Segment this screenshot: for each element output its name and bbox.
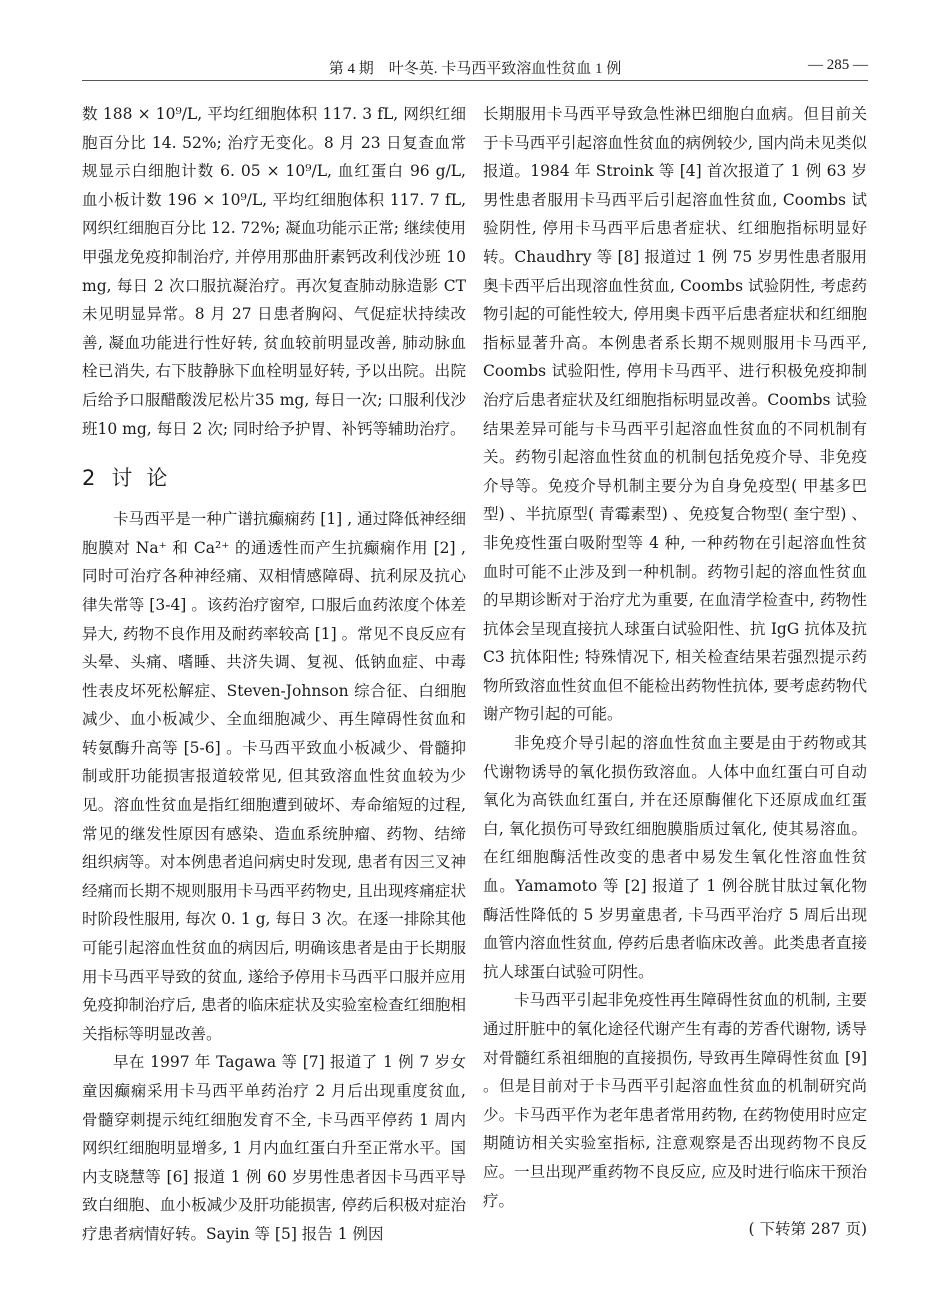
right-column — [483, 100, 867, 1244]
case-report-continued: 数 188 × 10⁹/L, 平均红细胞体积 117. 3 fL, 网织红细胞百分比 14. 52%; 治疗无变化。8 月 23 日复查血常规显示白细胞计数 6. 05 × 10⁹/L, 血红蛋白 96 g/L, 血小板计数 196 × 10⁹/L, 平均红细胞体积 117. 7 fL, 网织红细胞百分比 12. 72%; 凝血功能示正常; 继续使用甲强龙免疫抑制治疗, 并停用那曲肝素钙改利伐沙班 10 mg, 每日 2 次口服抗凝治疗。再次复查肺动脉造影 CT 未见明显异常。8 月 27 日患者胸闷、气促症状持续改善, 凝血功能进行性好转, 贫血较前明显改善, 肺动脉血栓已消失, 右下肢静脉下血栓明显好转, 予以出院。出院后给予口服醋酸泼尼松片35 mg, 每日一次; 口服利伐沙班10 mg, 每日 2 次; 同时给予护胃、补钙等辅助治疗。 — [82, 105, 466, 438]
page-number: — 285 — — [808, 57, 868, 73]
discussion-paragraph-4: 非免疫介导引起的溶血性贫血主要是由于药物或其代谢物诱导的氧化损伤致溶血。人体中血红蛋白可自动氧化为高铁血红蛋白, 并在还原酶催化下还原成血红蛋白, 氧化损伤可导致红细胞膜脂质过氧化, 使其易溶血。在红细胞酶活性改变的患者中易发生氧化性溶血性贫血。Yamamoto 等 [2] 报道了 1 例谷胱甘肽过氧化物酶活性降低的 5 岁男童患者, 卡马西平治疗 5 周后出现血管内溶血性贫血, 停药后患者临床改善。此类患者直接抗人球蛋白试验可阴性。 — [483, 734, 867, 981]
discussion-paragraph-2: 早在 1997 年 Tagawa 等 [7] 报道了 1 例 7 岁女童因癫痫采用卡马西平单药治疗 2 月后出现重度贫血, 骨髓穿刺提示纯红细胞发育不全, 卡马西平停药 1 周内网织红细胞明显增多, 1 月内血红蛋白升至正常水平。国内支晓慧等 [6] 报道 1 例 60 岁男性患者因卡马西平导致白细胞、血小板减少及肝功能损害, 停药后积极对症治疗患者病情好转。Sayin 等 [5] 报告 1 例因 — [82, 1053, 466, 1243]
continued-on-page-note: ( 下转第 287 页) — [748, 1220, 867, 1239]
discussion-paragraph-3: 长期服用卡马西平导致急性淋巴细胞白血病。但目前关于卡马西平引起溶血性贫血的病例较少, 国内尚未见类似报道。1984 年 Stroink 等 [4] 首次报道了 1 例 63 岁男性患者服用卡马西平后引起溶血性贫血, Coombs 试验阴性, 停用卡马西平后患者症状、红细胞指标明显好转。Chaudhry 等 [8] 报道过 1 例 75 岁男性患者服用奥卡西平后出现溶血性贫血, Coombs 试验阴性, 考虑药物引起的可能性较大, 停用奥卡西平后患者症状和红细胞指标显著升高。本例患者系长期不规则服用卡马西平, Coombs 试验阳性, 停用卡马西平、进行积极免疫抑制治疗后患者症状及红细胞指标明显改善。Coombs 试验结果差异可能与卡马西平引起溶血性贫血的不同机制有关。药物引起溶血性贫血的机制包括免疫介导、非免疫介导等。免疫介导机制主要分为自身免疫型( 甲基多巴型) 、半抗原型( 青霉素型) 、免疫复合物型( 奎宁型) 、非免疫性蛋白吸附型等 4 种, 一种药物在引起溶血性贫血时可能不止涉及到一种机制。药物引起的溶血性贫血的早期诊断对于治疗尤为重要, 在血清学检查中, 药物性抗体会呈现直接抗人球蛋白试验阳性、抗 IgG 抗体及抗 C3 抗体阳性; 特殊情况下, 相关检查结果若强烈提示药物所致溶血性贫血但不能检出药物性抗体, 要考虑药物代谢产物引起的可能。 — [483, 105, 867, 724]
section-number: 2 — [82, 466, 98, 491]
running-header — [82, 54, 868, 81]
left-column — [82, 100, 466, 1249]
section-heading — [82, 463, 466, 493]
section-title: 讨论 — [111, 466, 182, 491]
discussion-paragraph-5: 卡马西平引起非免疫性再生障碍性贫血的机制, 主要通过肝脏中的氧化途径代谢产生有毒的芳香代谢物, 诱导对骨髓红系祖细胞的直接损伤, 导致再生障碍性贫血 [9] 。但是目前对于卡马西平引起溶血性贫血的机制研究尚少。卡马西平作为老年患者常用药物, 在药物使用时应定期随访相关实验室指标, 注意观察是否出现药物不良反应。一旦出现严重药物不良反应, 应及时进行临床干预治疗。 — [483, 991, 867, 1210]
journal-issue-title: 第 4 期 叶冬英. 卡马西平致溶血性贫血 1 例 — [328, 61, 622, 77]
discussion-paragraph-1: 卡马西平是一种广谱抗癫痫药 [1] , 通过降低神经细胞膜对 Na⁺ 和 Ca²⁺ 的通透性而产生抗癫痫作用 [2] , 同时可治疗各种神经痛、双相情感障碍、抗利尿及抗心律失常等 [3-4] 。该药治疗窗窄, 口服后血药浓度个体差异大, 药物不良作用及耐药率较高 [1] 。常见不良反应有头晕、头痛、嗜睡、共济失调、复视、低钠血症、中毒性表皮坏死松解症、Steven-Johnson 综合征、白细胞减少、血小板减少、全血细胞减少、再生障碍性贫血和转氨酶升高等 [5-6] 。卡马西平致血小板减少、骨髓抑制或肝功能损害报道较常见, 但其致溶血性贫血较为少见。溶血性贫血是指红细胞遭到破坏、寿命缩短的过程, 常见的继发性原因有感染、造血系统肿瘤、药物、结缔组织病等。对本例患者追问病史时发现, 患者有因三叉神经痛而长期不规则服用卡马西平药物史, 且出现疼痛症状时阶段性服用, 每次 0. 1 g, 每日 3 次。在逐一排除其他可能引起溶血性贫血的病因后, 明确该患者是由于长期服用卡马西平导致的贫血, 遂给予停用卡马西平口服并应用免疫抑制治疗后, 患者的临床症状及实验室检查红细胞相关指标等明显改善。 — [82, 510, 466, 1043]
